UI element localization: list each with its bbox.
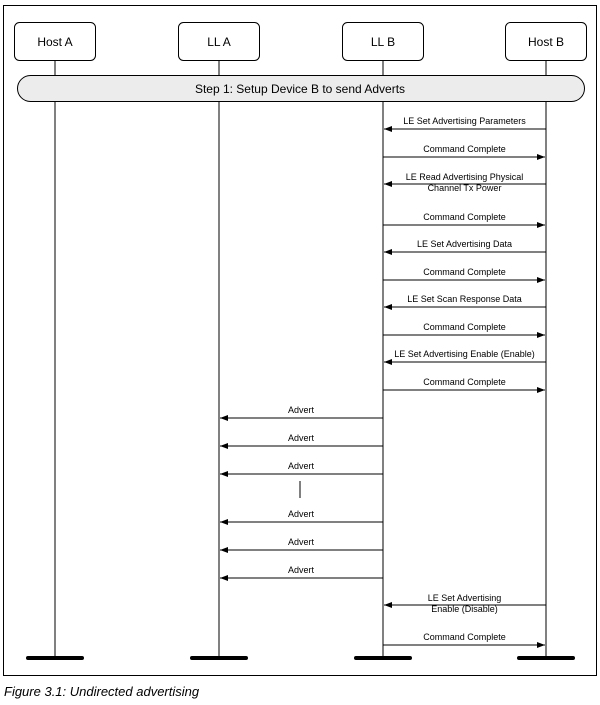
message-label: Command Complete — [423, 377, 506, 387]
message-label: Enable (Disable) — [431, 604, 498, 614]
message-label: Advert — [287, 461, 315, 471]
message-label: Advert — [287, 509, 315, 519]
participant-label: LL A — [207, 35, 231, 49]
message — [384, 294, 546, 307]
message-label: Command Complete — [423, 267, 506, 277]
message-label: LE Set Advertising Enable (Enable) — [394, 349, 535, 359]
message-label: Command Complete — [423, 144, 506, 154]
message — [384, 349, 546, 362]
message — [383, 632, 545, 645]
participant-label: Host B — [527, 35, 565, 49]
message-label: LE Set Scan Response Data — [407, 294, 522, 304]
message — [383, 212, 545, 225]
message — [384, 116, 546, 129]
figure-frame — [4, 6, 597, 676]
message — [383, 322, 545, 335]
message — [220, 537, 383, 550]
message — [220, 461, 383, 474]
message — [384, 239, 546, 252]
participant-label: Host A — [37, 35, 73, 49]
message-label: Advert — [287, 433, 315, 443]
message-label: LE Set Advertising Parameters — [403, 116, 526, 126]
message-label: LE Set Advertising — [427, 593, 502, 603]
message-label: Command Complete — [423, 632, 506, 642]
message — [384, 172, 546, 193]
message-label: Advert — [287, 405, 315, 415]
message — [383, 144, 545, 157]
message-label: LE Read Advertising Physical — [405, 172, 524, 182]
message — [383, 377, 545, 390]
message-label: Advert — [287, 565, 315, 575]
message — [384, 593, 546, 614]
figure-caption: Figure 3.1: Undirected advertising — [4, 684, 200, 699]
message — [383, 267, 545, 280]
message-label: Command Complete — [423, 322, 506, 332]
message-label: Channel Tx Power — [427, 183, 502, 193]
message — [220, 405, 383, 418]
step-label: Step 1: Setup Device B to send Adverts — [194, 82, 406, 96]
participant-label: LL B — [370, 35, 396, 49]
message — [220, 509, 383, 522]
message — [220, 565, 383, 578]
message-label: Command Complete — [423, 212, 506, 222]
message-label: LE Set Advertising Data — [416, 239, 513, 249]
message — [220, 433, 383, 446]
message-label: Advert — [287, 537, 315, 547]
